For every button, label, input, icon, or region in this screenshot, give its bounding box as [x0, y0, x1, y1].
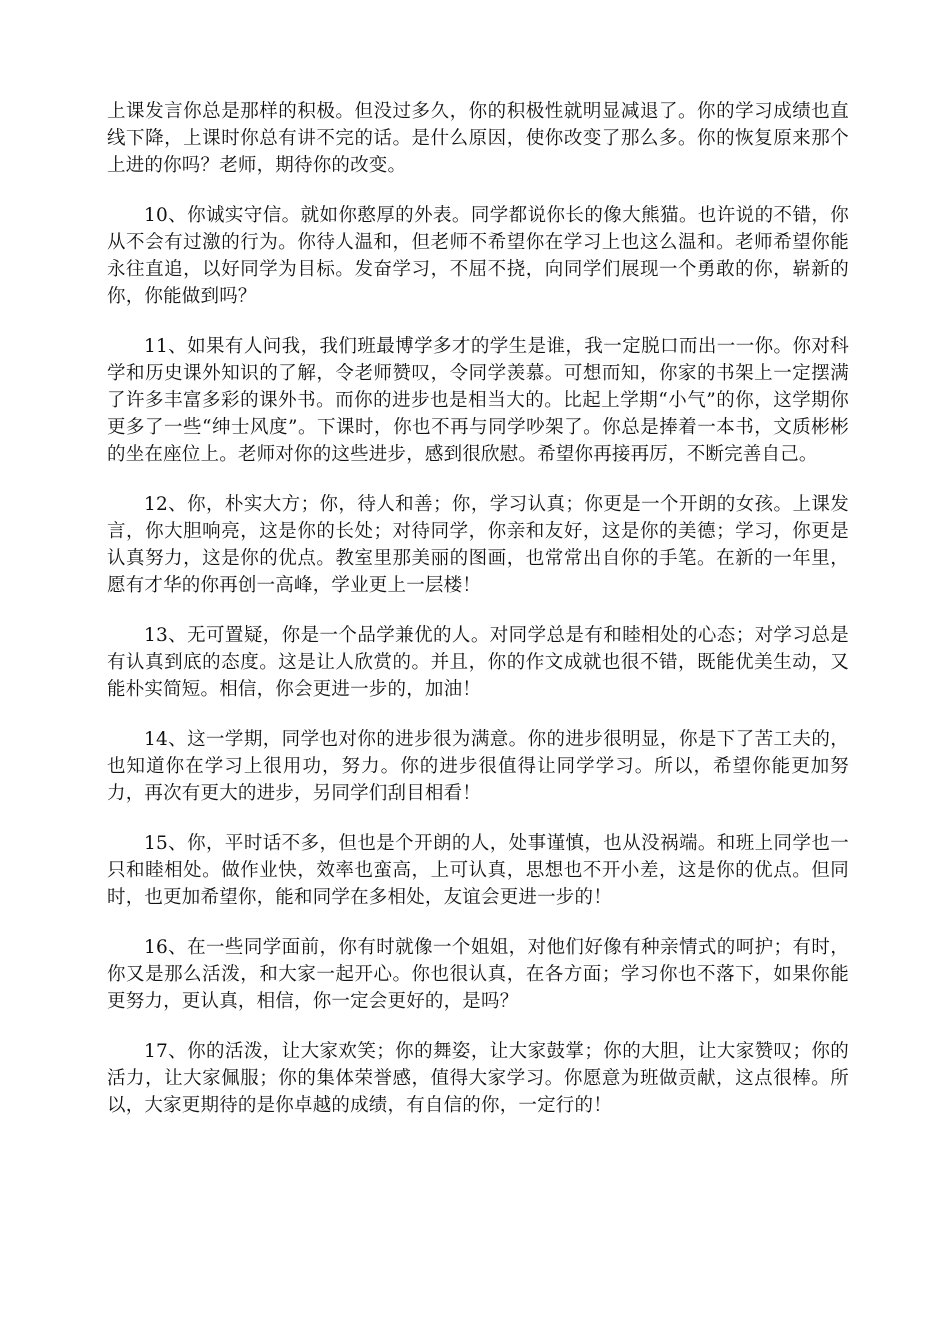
paragraph-13: 13、无可置疑，你是一个品学兼优的人。对同学总是有和睦相处的心态；对学习总是有认真到底的态度。这是让人欣赏的。并且，你的作文成就也很不错，既能优美生动，又能朴实简短。相信，你会更进一步的，加油！	[107, 625, 849, 700]
paragraph-14: 14、这一学期，同学也对你的进步很为满意。你的进步很明显，你是下了苦工夫的，也知道你在学习上很用功，努力。你的进步很值得让同学学习。所以，希望你能更加努力，再次有更大的进步，另同学们刮目相看！	[107, 729, 849, 804]
paragraph-15: 15、你，平时话不多，但也是个开朗的人，处事谨慎，也从没祸端。和班上同学也一只和睦相处。做作业快，效率也蛮高，上可认真，思想也不开小差，这是你的优点。但同时，也更加希望你，能和同学在多相处，友谊会更进一步的！	[107, 833, 849, 908]
paragraph-16: 16、在一些同学面前，你有时就像一个姐姐，对他们好像有种亲情式的呵护；有时，你又是那么活泼，和大家一起开心。你也很认真，在各方面；学习你也不落下，如果你能更努力，更认真，相信，你一定会更好的，是吗？	[107, 937, 849, 1012]
paragraph-continuation: 上课发言你总是那样的积极。但没过多久，你的积极性就明显减退了。你的学习成绩也直线下降，上课时你总有讲不完的话。是什么原因，使你改变了那么多。你的恢复原来那个上进的你吗？老师，期待你的改变。	[107, 101, 849, 176]
paragraph-17: 17、你的活泼，让大家欢笑；你的舞姿，让大家鼓掌；你的大胆，让大家赞叹；你的活力，让大家佩服；你的集体荣誉感，值得大家学习。你愿意为班做贡献，这点很棒。所以，大家更期待的是你卓越的成绩，有自信的你，一定行的！	[107, 1041, 849, 1116]
paragraph-11: 11、如果有人问我，我们班最博学多才的学生是谁，我一定脱口而出一一你。你对科学和历史课外知识的了解，令老师赞叹，令同学羡慕。可想而知，你家的书架上一定摆满了许多丰富多彩的课外书。而你的进步也是相当大的。比起上学期“小气”的你，这学期你更多了一些“绅士风度”。下课时，你也不再与同学吵架了。你总是捧着一本书，文质彬彬的坐在座位上。老师对你的这些进步，感到很欣慰。希望你再接再厉，不断完善自己。	[107, 336, 849, 465]
document-body	[107, 98, 849, 1142]
paragraph-12: 12、你，朴实大方；你，待人和善；你，学习认真；你更是一个开朗的女孩。上课发言，你大胆响亮，这是你的长处；对待同学，你亲和友好，这是你的美德；学习，你更是认真努力，这是你的优点。教室里那美丽的图画，也常常出自你的手笔。在新的一年里，愿有才华的你再创一高峰，学业更上一层楼！	[107, 494, 849, 596]
paragraph-10: 10、你诚实守信。就如你憨厚的外表。同学都说你长的像大熊猫。也许说的不错，你从不会有过激的行为。你待人温和，但老师不希望你在学习上也这么温和。老师希望你能永往直追，以好同学为目标。发奋学习，不屈不挠，向同学们展现一个勇敢的你，崭新的你，你能做到吗？	[107, 205, 849, 307]
